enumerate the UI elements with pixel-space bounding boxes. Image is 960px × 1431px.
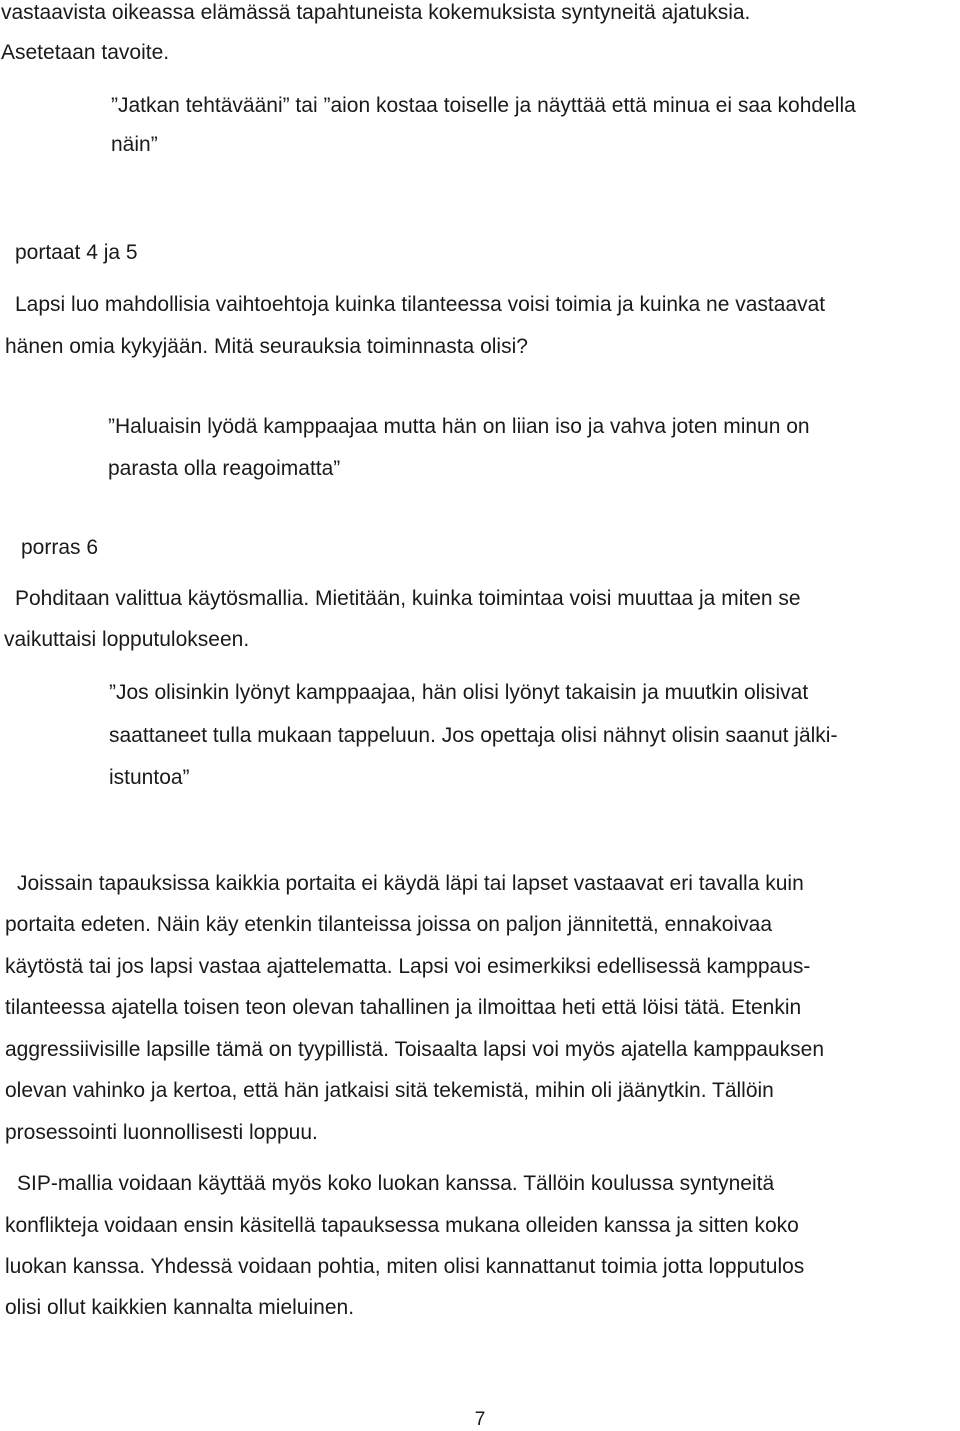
heading-steps-4-5: portaat 4 ja 5 bbox=[15, 241, 138, 264]
heading-step-6: porras 6 bbox=[21, 536, 99, 559]
quote-3-line-1: ”Jos olisinkin lyönyt kamppaajaa, hän olisi lyönyt takaisin ja muutkin olisivat bbox=[109, 681, 809, 704]
para-class-use-line-1: SIP-mallia voidaan käyttää myös koko luokan kanssa. Tällöin koulussa syntyneitä bbox=[17, 1172, 775, 1195]
quote-1-line-1: ”Jatkan tehtävääni” tai ”aion kostaa toiselle ja näyttää että minua ei saa kohdella bbox=[111, 94, 856, 117]
para-exceptions-line-2: portaita edeten. Näin käy etenkin tilanteissa joissa on paljon jännitettä, ennakoivaa bbox=[5, 913, 773, 936]
para-step-6-line-1: Pohditaan valittua käytösmallia. Mietitään, kuinka toimintaa voisi muuttaa ja miten se bbox=[15, 587, 801, 610]
para-exceptions-line-3: käytöstä tai jos lapsi vastaa ajattelematta. Lapsi voi esimerkiksi edellisessä kamppaus- bbox=[5, 955, 811, 978]
quote-2-line-2: parasta olla reagoimatta” bbox=[108, 457, 341, 480]
para-steps-4-5-line-2: hänen omia kykyjään. Mitä seurauksia toiminnasta olisi? bbox=[5, 335, 528, 358]
intro-line-1: vastaavista oikeassa elämässä tapahtuneista kokemuksista syntyneitä ajatuksia. bbox=[1, 1, 751, 24]
quote-1-line-2: näin” bbox=[111, 133, 158, 156]
para-class-use-line-4: olisi ollut kaikkien kannalta mieluinen. bbox=[5, 1296, 355, 1319]
para-exceptions-line-5: aggressiivisille lapsille tämä on tyypillistä. Toisaalta lapsi voi myös ajatella kamppauksen bbox=[5, 1038, 824, 1061]
page-number: 7 bbox=[474, 1409, 486, 1430]
para-class-use-line-3: luokan kanssa. Yhdessä voidaan pohtia, miten olisi kannattanut toimia jotta lopputulos bbox=[5, 1255, 805, 1278]
para-exceptions-line-7: prosessointi luonnollisesti loppuu. bbox=[5, 1121, 318, 1144]
quote-3-line-2: saattaneet tulla mukaan tappeluun. Jos opettaja olisi nähnyt olisin saanut jälki- bbox=[109, 724, 838, 747]
para-class-use-line-2: konflikteja voidaan ensin käsitellä tapauksessa mukana olleiden kanssa ja sitten koko bbox=[5, 1214, 799, 1237]
intro-line-2: Asetetaan tavoite. bbox=[1, 41, 170, 64]
para-steps-4-5-line-1: Lapsi luo mahdollisia vaihtoehtoja kuinka tilanteessa voisi toimia ja kuinka ne vastaavat bbox=[15, 293, 826, 316]
quote-3-line-3: istuntoa” bbox=[109, 766, 190, 789]
quote-2-line-1: ”Haluaisin lyödä kamppaajaa mutta hän on liian iso ja vahva joten minun on bbox=[108, 415, 810, 438]
para-exceptions-line-1: Joissain tapauksissa kaikkia portaita ei käydä läpi tai lapset vastaavat eri tavalla kuin bbox=[17, 872, 804, 895]
para-exceptions-line-4: tilanteessa ajatella toisen teon olevan tahallinen ja ilmoittaa heti että löisi tätä. Etenkin bbox=[5, 996, 802, 1019]
para-exceptions-line-6: olevan vahinko ja kertoa, että hän jatkaisi sitä tekemistä, mihin oli jäänytkin. Tällöin bbox=[5, 1079, 774, 1102]
para-step-6-line-2: vaikuttaisi lopputulokseen. bbox=[4, 628, 250, 651]
